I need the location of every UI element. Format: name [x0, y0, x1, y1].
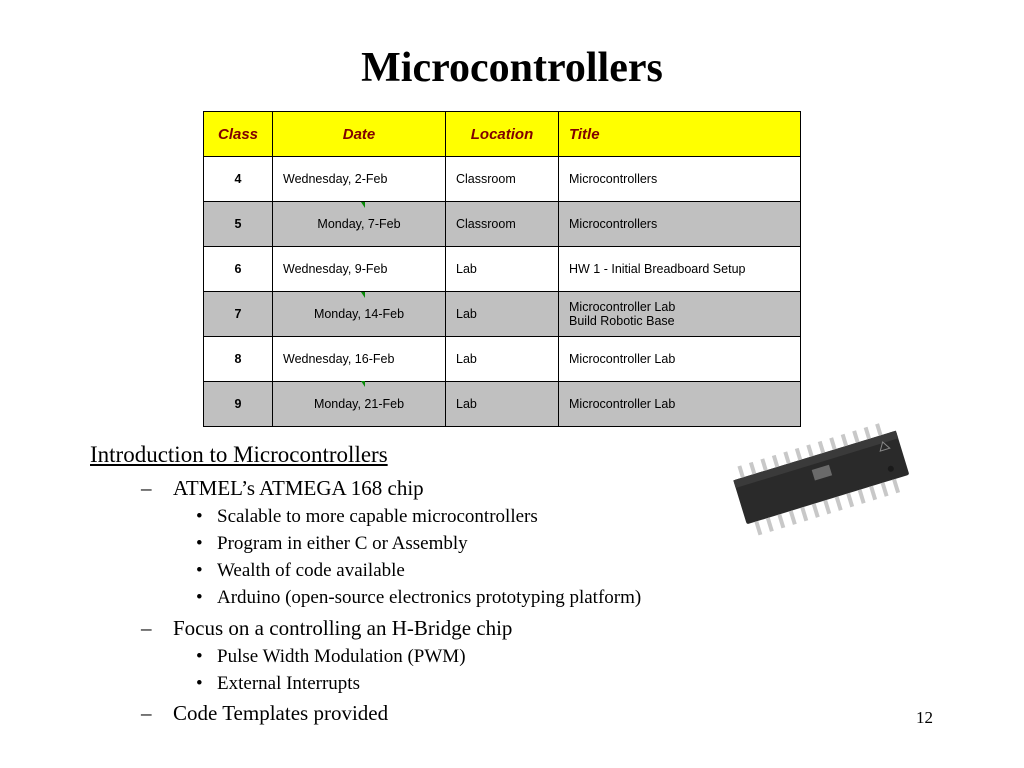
microcontroller-chip-image [715, 380, 930, 595]
cell-date: Monday, 7-Feb [273, 202, 446, 247]
cell-class: 6 [204, 247, 273, 292]
bullet-dot: • [196, 646, 203, 667]
cell-title-line1: Microcontroller Lab [569, 300, 676, 314]
slide-title: Microcontrollers [361, 45, 663, 91]
cell-date: Wednesday, 2-Feb [273, 157, 446, 202]
dip-microcontroller-chip-icon [715, 380, 930, 595]
bullet-heading: Introduction to Microcontrollers [90, 442, 388, 467]
table-header-row [204, 112, 801, 157]
comment-marker-icon [361, 202, 365, 208]
cell-date: Monday, 14-Feb [273, 292, 446, 337]
list-item-text: Pulse Width Modulation (PWM) [217, 646, 466, 667]
list-item-text: Scalable to more capable microcontrollers [217, 506, 538, 527]
schedule-table [203, 111, 801, 427]
cell-title: Microcontroller Lab [559, 337, 801, 382]
cell-title: HW 1 - Initial Breadboard Setup [559, 247, 801, 292]
bullet-dot: • [196, 506, 203, 527]
cell-title [559, 292, 801, 337]
page-number: 12 [916, 708, 933, 727]
list-item-text: Program in either C or Assembly [217, 533, 468, 554]
cell-date: Wednesday, 16-Feb [273, 337, 446, 382]
bullet-dot: • [196, 533, 203, 554]
comment-marker-icon [361, 381, 365, 387]
list-item-text: Code Templates provided [173, 701, 389, 725]
cell-title: Microcontroller Lab [559, 382, 801, 427]
cell-location: Lab [446, 292, 559, 337]
cell-class: 5 [204, 202, 273, 247]
table-row [204, 247, 801, 292]
list-item-text: Arduino (open-source electronics prototyping platform) [217, 587, 642, 608]
cell-location: Lab [446, 337, 559, 382]
cell-class: 4 [204, 157, 273, 202]
dash-marker: – [141, 476, 152, 500]
list-item-text: External Interrupts [217, 673, 360, 694]
table-row [204, 157, 801, 202]
cell-location: Lab [446, 247, 559, 292]
bullet-dot: • [196, 673, 203, 694]
cell-class: 9 [204, 382, 273, 427]
header-date: Date [273, 112, 446, 157]
table-row [204, 382, 801, 427]
cell-title: Microcontrollers [559, 157, 801, 202]
header-title: Title [559, 112, 801, 157]
cell-title-line2: Build Robotic Base [569, 314, 675, 328]
table-row [204, 292, 801, 337]
cell-location: Classroom [446, 202, 559, 247]
comment-marker-icon [361, 292, 365, 298]
cell-location: Lab [446, 382, 559, 427]
cell-date: Monday, 21-Feb [273, 382, 446, 427]
header-class: Class [204, 112, 273, 157]
table-row [204, 337, 801, 382]
cell-location: Classroom [446, 157, 559, 202]
header-location: Location [446, 112, 559, 157]
bullet-dot: • [196, 560, 203, 581]
list-item-text: ATMEL’s ATMEGA 168 chip [173, 476, 424, 500]
cell-date: Wednesday, 9-Feb [273, 247, 446, 292]
table-row [204, 202, 801, 247]
dash-marker: – [141, 616, 152, 640]
list-item-text: Wealth of code available [217, 560, 405, 581]
bullet-dot: • [196, 587, 203, 608]
cell-title: Microcontrollers [559, 202, 801, 247]
dash-marker: – [141, 701, 152, 725]
cell-class: 8 [204, 337, 273, 382]
cell-class: 7 [204, 292, 273, 337]
list-item-text: Focus on a controlling an H-Bridge chip [173, 616, 513, 640]
